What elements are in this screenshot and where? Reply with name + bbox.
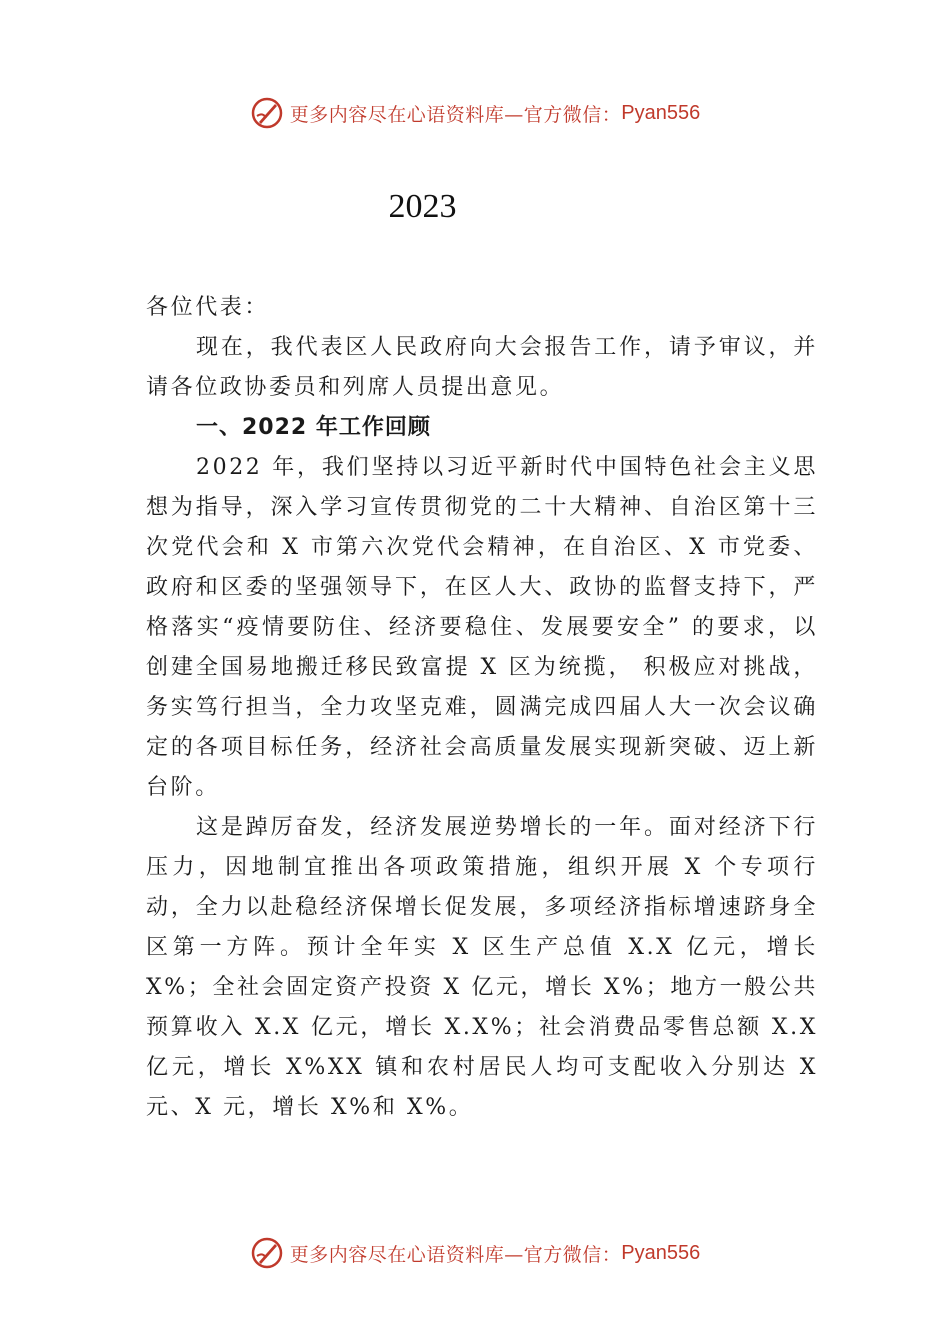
watermark-handle: Pyan556 [621, 101, 701, 124]
salutation: 各位代表： [146, 295, 270, 320]
quill-logo-icon [250, 1236, 284, 1270]
quill-logo-icon [250, 96, 284, 130]
watermark-footer [0, 1236, 950, 1270]
section-heading: 一、2022 年工作回顾 [196, 415, 431, 440]
body-paragraph-1: 2022 年，我们坚持以习近平新时代中国特色社会主义思想为指导，深入学习宣传贯彻党的二十大精神、自治区第十三次党代会和 X 市第六次党代会精神，在自治区、X 市党委、政府和区委的坚强领导下，在区人大、政协的监督支持下，严格落实“疫情要防住、经济要稳住、发展要安全” 的要求，以创建全国易地搬迁移民致富提 X 区为统揽， 积极应对挑战，务实笃行担当，全力攻坚克难，圆满完成四届人大一次会议确定的各项目标任务，经济社会高质量发展实现新突破、迈上新台阶。 [146, 455, 818, 800]
document-body [146, 288, 818, 1128]
watermark-text: 更多内容尽在心语资料库—官方微信： [289, 103, 622, 126]
watermark-handle: Pyan556 [621, 1241, 701, 1264]
watermark-header [0, 96, 950, 130]
intro-paragraph: 现在，我代表区人民政府向大会报告工作，请予审议，并请各位政协委员和列席人员提出意见。 [146, 335, 818, 400]
watermark-text: 更多内容尽在心语资料库—官方微信： [289, 1243, 622, 1266]
body-paragraph-2: 这是踔厉奋发，经济发展逆势增长的一年。面对经济下行压力，因地制宜推出各项政策措施，组织开展 X 个专项行动，全力以赴稳经济保增长促发展，多项经济指标增速跻身全区第一方阵。预计全年实 X 区生产总值 X.X 亿元，增长 X%；全社会固定资产投资 X 亿元，增长 X%；地方一般公共预算收入 X.X 亿元，增长 X.X%；社会消费品零售总额 X.X 亿元，增长 X%XX 镇和农村居民人均可支配收入分别达 X 元、X 元，增长 X%和 X%。 [146, 815, 818, 1120]
document-title: 2023 [388, 188, 457, 225]
